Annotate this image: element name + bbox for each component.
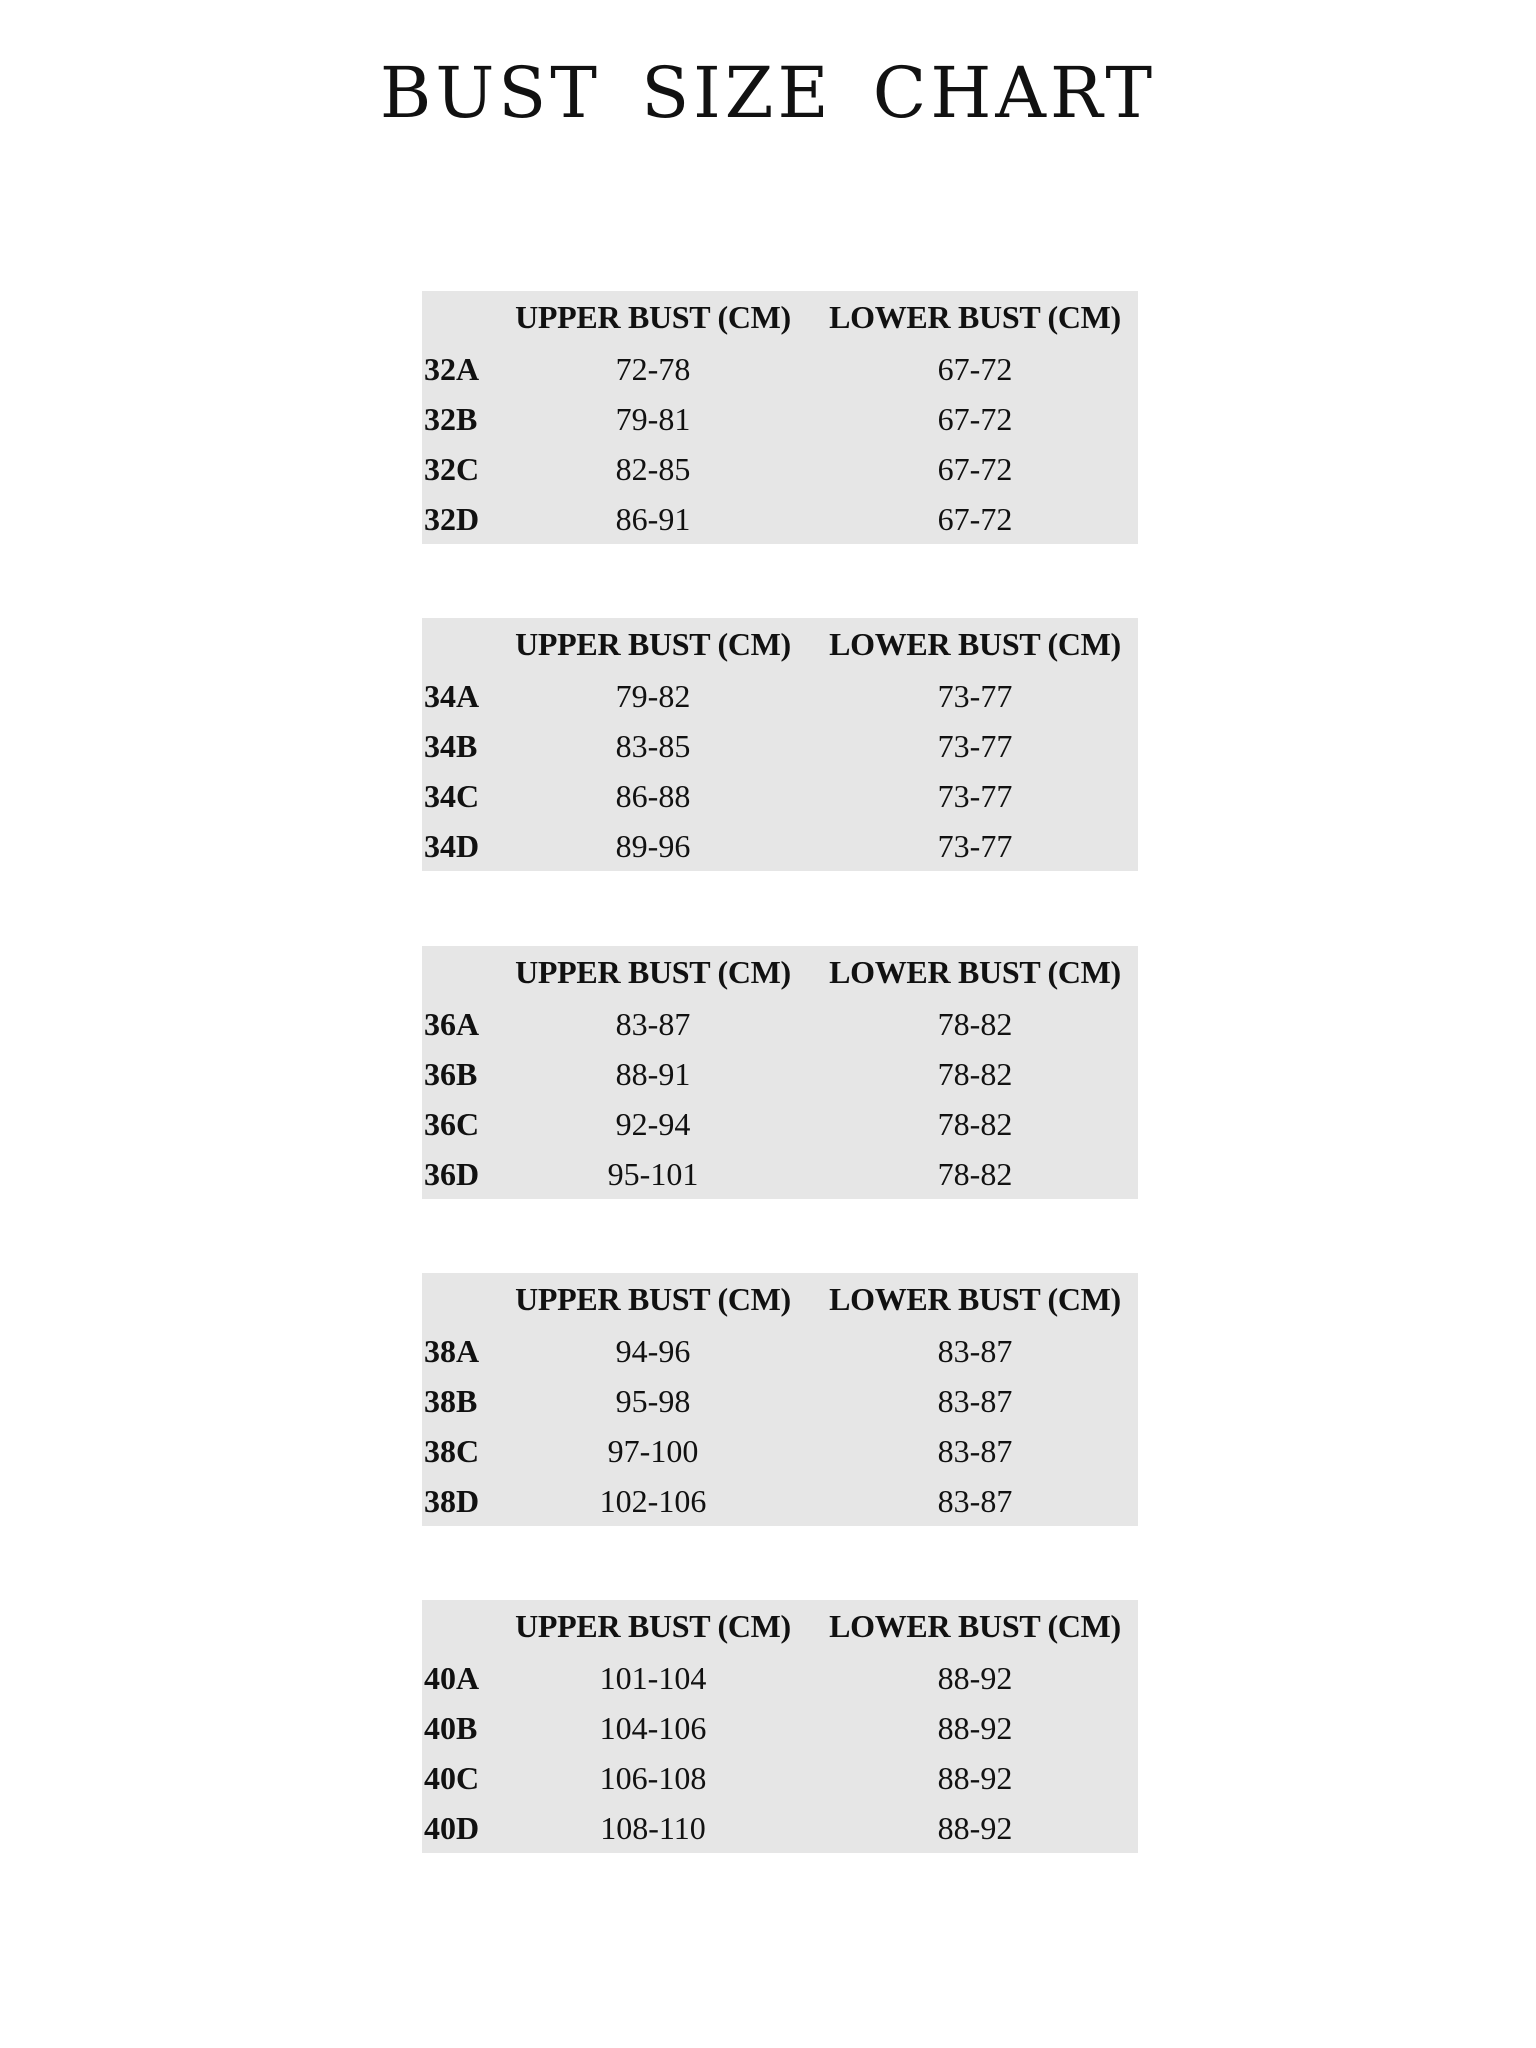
table-row [422,1753,1138,1803]
size-table-36 [422,946,1138,1199]
table-row [422,444,1138,494]
lower-bust-header: LOWER BUST (CM) [829,299,1121,336]
lower-bust-value: 67-72 [937,351,1013,388]
size-label: 38D [424,1482,480,1519]
upper-bust-value: 108-110 [600,1809,706,1846]
table-header-row [422,946,1138,1000]
size-label: 32D [424,500,480,537]
page-title: BUST SIZE CHART [379,52,1157,134]
lower-bust-value: 88-92 [937,1759,1013,1796]
size-column-header [422,291,494,345]
upper-bust-value: 95-98 [615,1383,691,1420]
size-label: 40D [424,1809,480,1846]
lower-bust-header: LOWER BUST (CM) [829,1281,1121,1318]
lower-bust-value: 67-72 [937,450,1013,487]
size-label: 32C [424,450,480,487]
upper-bust-value: 95-101 [607,1155,699,1192]
table-row [422,1803,1138,1853]
size-label: 38C [424,1432,480,1469]
lower-bust-header: LOWER BUST (CM) [829,1608,1121,1645]
upper-bust-value: 79-81 [615,401,691,438]
upper-bust-value: 86-88 [615,777,691,814]
upper-bust-value: 82-85 [615,450,691,487]
upper-bust-value: 83-85 [615,728,691,765]
lower-bust-value: 83-87 [937,1482,1013,1519]
lower-bust-value: 88-92 [937,1710,1013,1747]
upper-bust-value: 83-87 [615,1006,691,1043]
table-row [422,1377,1138,1427]
lower-bust-header: LOWER BUST (CM) [829,626,1121,663]
upper-bust-header: UPPER BUST (CM) [515,299,791,336]
size-label: 38A [424,1333,480,1370]
table-row [422,1327,1138,1377]
table-row [422,1149,1138,1199]
size-label: 34A [424,678,480,715]
upper-bust-header: UPPER BUST (CM) [515,1281,791,1318]
size-column-header [422,1273,494,1327]
lower-bust-header: LOWER BUST (CM) [829,954,1121,991]
size-label: 36B [424,1056,478,1093]
lower-bust-value: 73-77 [937,827,1013,864]
lower-bust-value: 67-72 [937,401,1013,438]
table-row [422,722,1138,772]
lower-bust-value: 73-77 [937,728,1013,765]
upper-bust-value: 92-94 [615,1105,691,1142]
upper-bust-value: 72-78 [615,351,691,388]
table-row [422,345,1138,395]
lower-bust-value: 78-82 [937,1006,1013,1043]
lower-bust-value: 83-87 [937,1383,1013,1420]
lower-bust-value: 83-87 [937,1432,1013,1469]
size-table-40 [422,1600,1138,1853]
size-column-header [422,618,494,672]
upper-bust-header: UPPER BUST (CM) [515,1608,791,1645]
size-table-32 [422,291,1138,544]
upper-bust-value: 86-91 [615,500,691,537]
size-table-38 [422,1273,1138,1526]
upper-bust-value: 94-96 [615,1333,691,1370]
table-row [422,1099,1138,1149]
upper-bust-header: UPPER BUST (CM) [515,626,791,663]
size-label: 40A [424,1660,480,1697]
upper-bust-header: UPPER BUST (CM) [515,954,791,991]
upper-bust-value: 106-108 [599,1759,707,1796]
upper-bust-value: 88-91 [615,1056,691,1093]
size-label: 32A [424,351,480,388]
lower-bust-value: 88-92 [937,1660,1013,1697]
table-header-row [422,1273,1138,1327]
lower-bust-value: 73-77 [937,777,1013,814]
upper-bust-value: 79-82 [615,678,691,715]
lower-bust-value: 83-87 [937,1333,1013,1370]
upper-bust-value: 97-100 [607,1432,699,1469]
table-row [422,1654,1138,1704]
table-header-row [422,291,1138,345]
lower-bust-value: 67-72 [937,500,1013,537]
size-label: 36C [424,1105,480,1142]
table-row [422,395,1138,445]
size-label: 34C [424,777,480,814]
table-header-row [422,1600,1138,1654]
size-label: 36D [424,1155,480,1192]
upper-bust-value: 89-96 [615,827,691,864]
table-row [422,1426,1138,1476]
lower-bust-value: 73-77 [937,678,1013,715]
size-label: 40B [424,1710,478,1747]
upper-bust-value: 101-104 [599,1660,707,1697]
lower-bust-value: 78-82 [937,1105,1013,1142]
table-row [422,1000,1138,1050]
size-column-header [422,946,494,1000]
size-label: 34D [424,827,480,864]
table-row [422,1704,1138,1754]
lower-bust-value: 78-82 [937,1056,1013,1093]
lower-bust-value: 78-82 [937,1155,1013,1192]
table-header-row [422,618,1138,672]
table-row [422,672,1138,722]
size-label: 38B [424,1383,478,1420]
table-row [422,1476,1138,1526]
table-row [422,1050,1138,1100]
size-table-34 [422,618,1138,871]
table-row [422,494,1138,544]
size-column-header [422,1600,494,1654]
upper-bust-value: 102-106 [599,1482,707,1519]
size-label: 34B [424,728,478,765]
upper-bust-value: 104-106 [599,1710,707,1747]
size-label: 32B [424,401,478,438]
table-row [422,821,1138,871]
lower-bust-value: 88-92 [937,1809,1013,1846]
size-label: 40C [424,1759,480,1796]
table-row [422,771,1138,821]
size-label: 36A [424,1006,480,1043]
